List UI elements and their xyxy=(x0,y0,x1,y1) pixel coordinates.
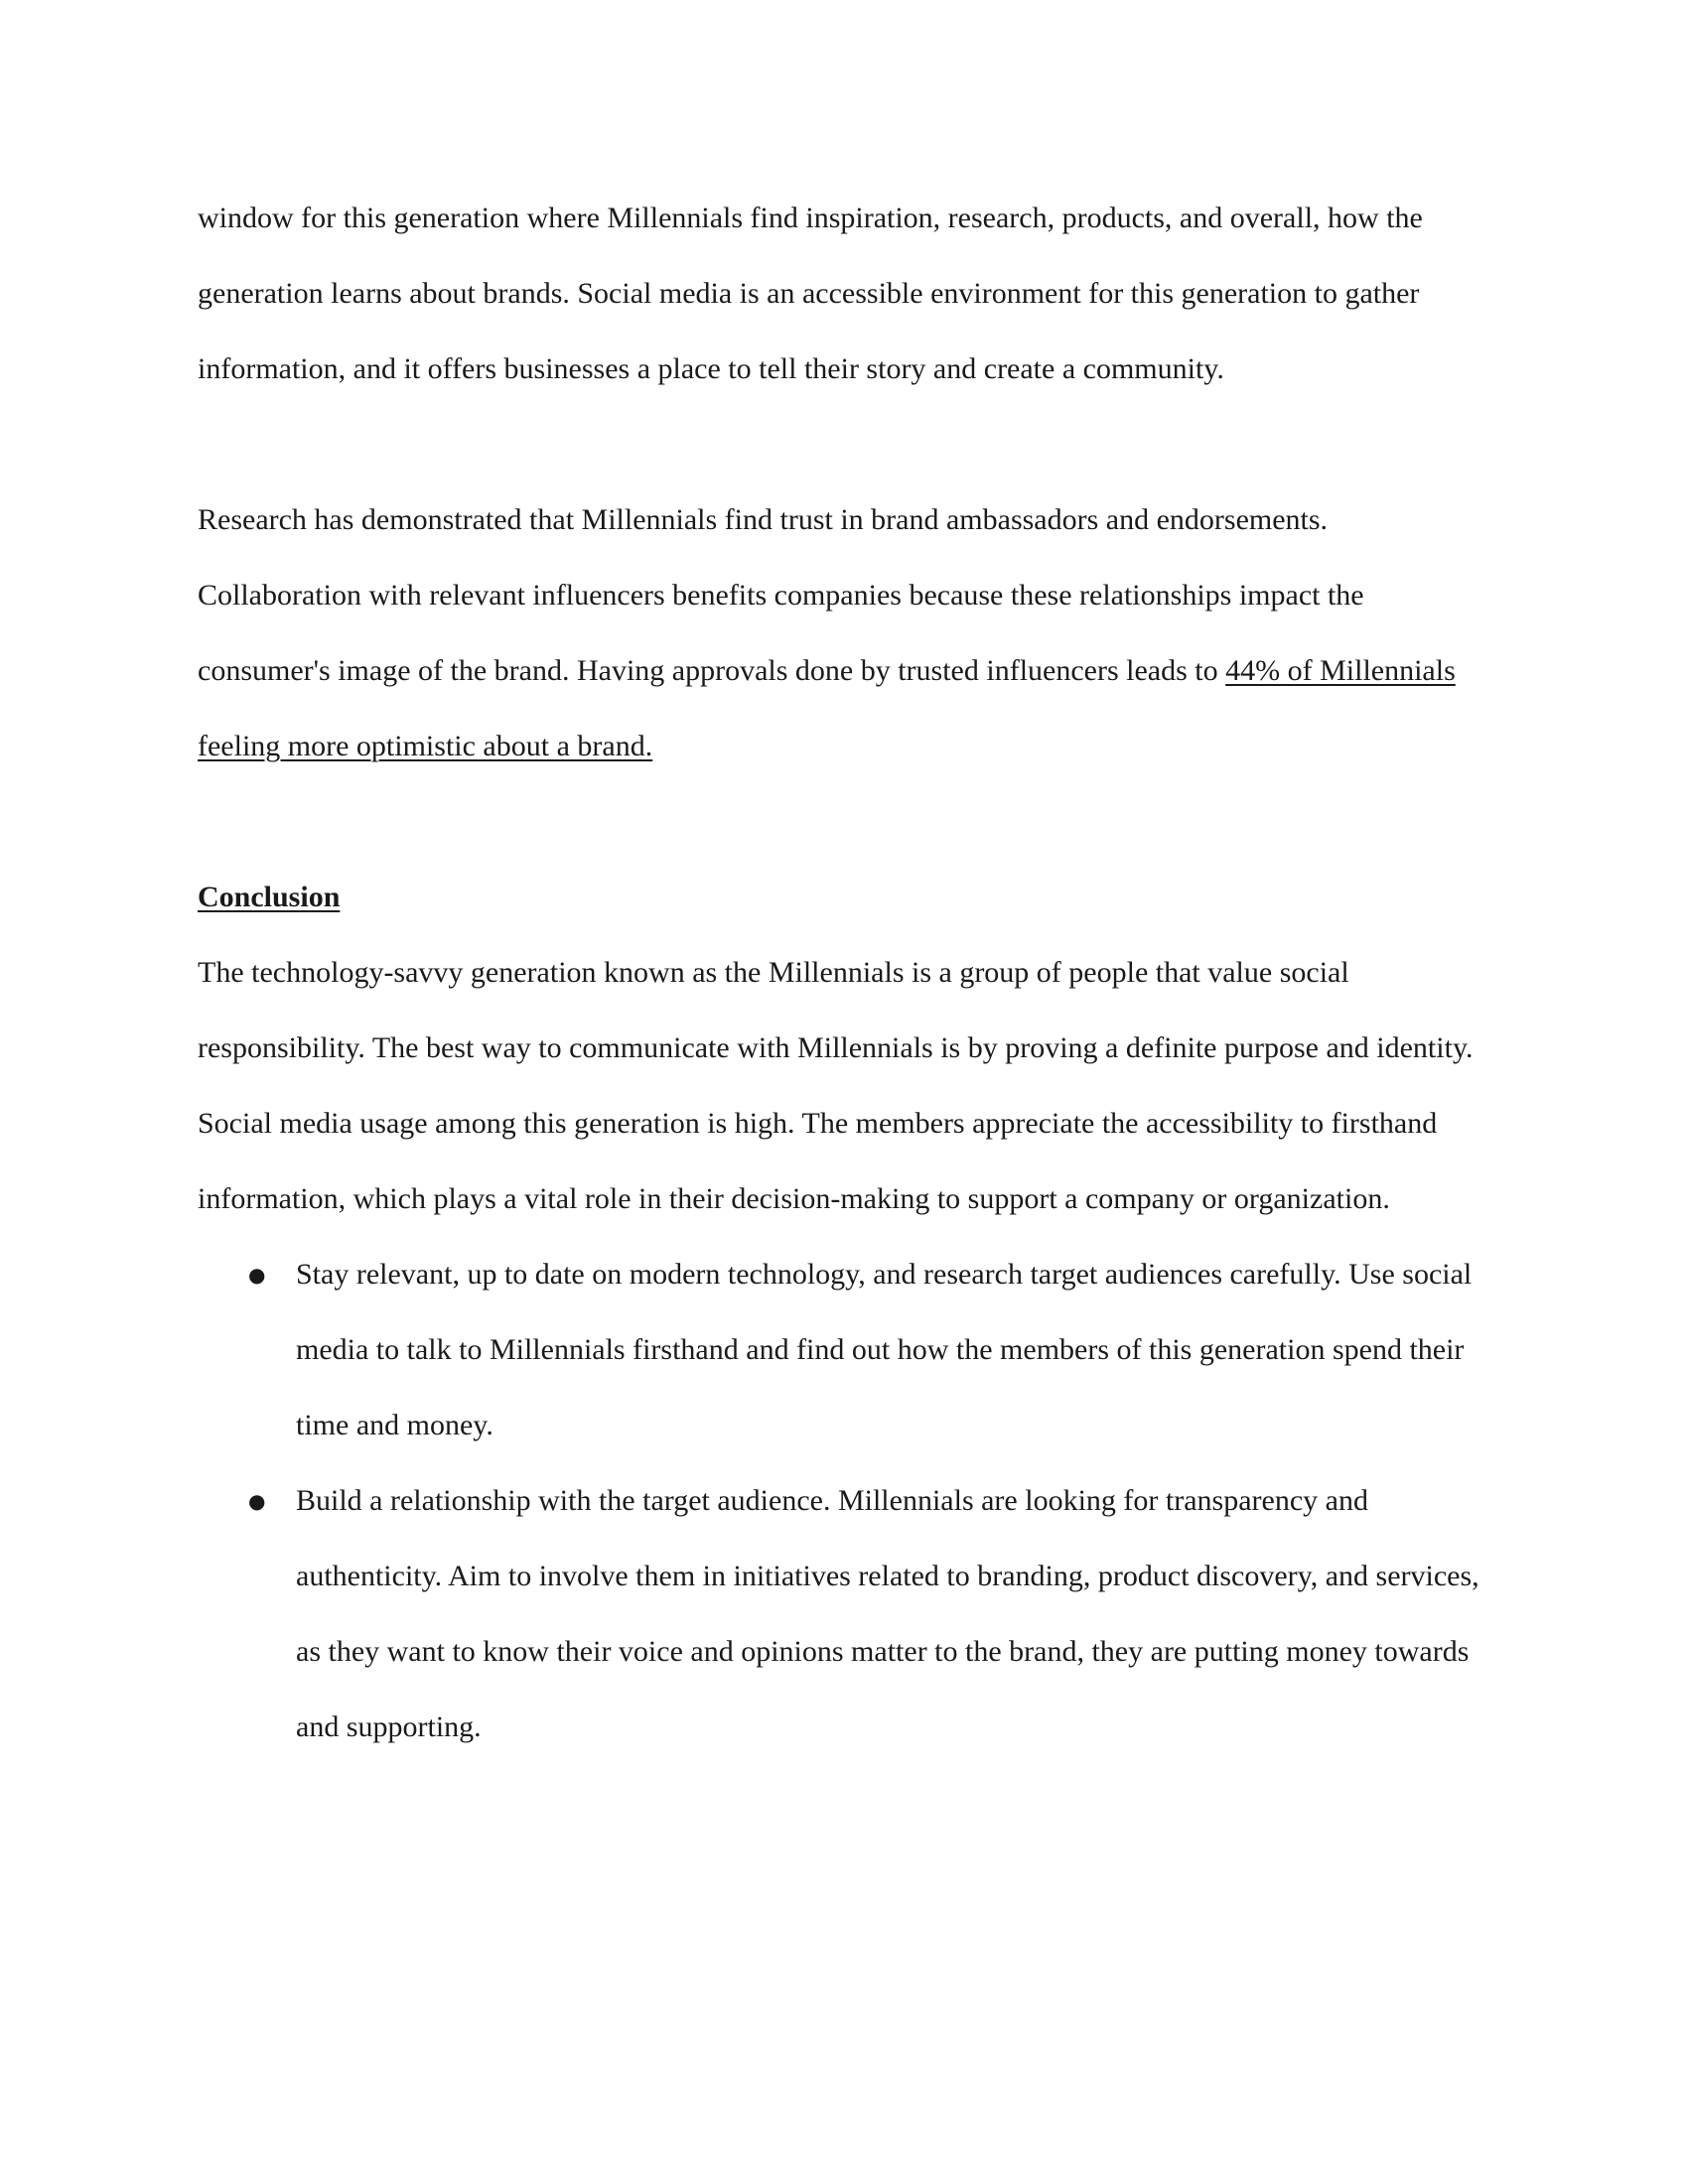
paragraph-gap xyxy=(198,784,1488,860)
conclusion-heading: Conclusion xyxy=(198,881,341,913)
paragraph-influencers-text: Research has demonstrated that Millennials find trust in brand ambassadors and endorsements. Collaboration with relevant influencers benefits companies because these relationships impact the consumer's image of the brand. Having approvals done by trusted influencers leads to xyxy=(198,503,1364,687)
list-item xyxy=(248,1237,1488,1463)
list-item-text: Build a relationship with the target audience. Millennials are looking for transparency and authenticity. Aim to involve them in initiatives related to branding, product discovery, and services, as they want to know their voice and opinions matter to the brand, they are putting money towards and supporting. xyxy=(296,1484,1479,1743)
paragraph-social-media: window for this generation where Millennials find inspiration, research, products, and overall, how the generation learns about brands. Social media is an accessible environment for this generation to gather information, and it offers businesses a place to tell their story and create a community. xyxy=(198,202,1423,385)
statistic-link[interactable]: 44% of Millennials feeling more optimistic about a brand. xyxy=(198,654,1456,762)
list-item-text: Stay relevant, up to date on modern technology, and research target audiences carefully. Use social media to talk to Millennials firsthand and find out how the members of this generation spend their time and money. xyxy=(296,1258,1473,1441)
conclusion-paragraph: The technology-savvy generation known as the Millennials is a group of people that value social responsibility. The best way to communicate with Millennials is by proving a definite purpose and identity. Social media usage among this generation is high. The members appreciate the accessibility to firsthand information, which plays a vital role in their decision-making to support a company or organization. xyxy=(198,956,1474,1215)
document-body xyxy=(198,181,1488,1765)
recommendation-list xyxy=(198,1237,1488,1765)
bullet-icon: ● xyxy=(248,1489,266,1513)
paragraph-gap xyxy=(198,407,1488,482)
list-item xyxy=(248,1463,1488,1765)
bullet-icon: ● xyxy=(248,1263,266,1287)
paragraph-influencers xyxy=(198,482,1488,784)
